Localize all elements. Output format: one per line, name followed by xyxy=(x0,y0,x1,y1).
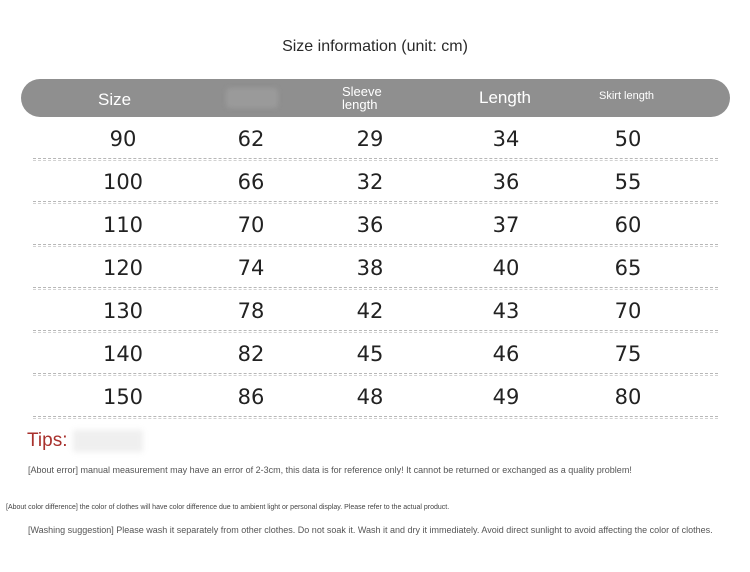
row-divider xyxy=(33,244,718,245)
header-skirt-length: Skirt length xyxy=(599,90,655,102)
cell-length: 37 xyxy=(492,213,520,237)
cell-skirt: 70 xyxy=(614,299,642,323)
tips-blurred-area xyxy=(73,430,143,452)
cell-length: 43 xyxy=(492,299,520,323)
header-size: Size xyxy=(98,90,132,109)
row-divider xyxy=(33,158,718,159)
header-sleeve-length: Sleeve length xyxy=(342,84,382,112)
cell-sleeve: 42 xyxy=(356,299,384,323)
cell-skirt: 50 xyxy=(614,127,642,151)
cell-size: 140 xyxy=(102,342,144,366)
cell-col2: 78 xyxy=(237,299,265,323)
cell-size: 100 xyxy=(102,170,144,194)
table-row xyxy=(0,375,750,418)
cell-col2: 82 xyxy=(237,342,265,366)
cell-sleeve: 32 xyxy=(356,170,384,194)
row-divider xyxy=(33,201,718,202)
cell-size: 150 xyxy=(102,385,144,409)
cell-size: 90 xyxy=(109,127,137,151)
cell-size: 120 xyxy=(102,256,144,280)
cell-length: 34 xyxy=(492,127,520,151)
cell-skirt: 55 xyxy=(614,170,642,194)
table-row xyxy=(0,332,750,375)
cell-sleeve: 38 xyxy=(356,256,384,280)
page-title: Size information (unit: cm) xyxy=(282,38,468,55)
row-divider xyxy=(33,287,718,288)
cell-skirt: 75 xyxy=(614,342,642,366)
cell-col2: 66 xyxy=(237,170,265,194)
header-blurred-label xyxy=(226,88,278,108)
cell-sleeve: 45 xyxy=(356,342,384,366)
cell-length: 49 xyxy=(492,385,520,409)
cell-size: 110 xyxy=(102,213,144,237)
cell-skirt: 65 xyxy=(614,256,642,280)
cell-sleeve: 48 xyxy=(356,385,384,409)
washing-note: [Washing suggestion] Please wash it separately from other clothes. Do not soak it. Wash it and dry it immediately. Avoid direct sunlight to avoid affecting the color of clothes. xyxy=(28,525,713,535)
table-row xyxy=(0,246,750,289)
cell-col2: 74 xyxy=(237,256,265,280)
cell-length: 36 xyxy=(492,170,520,194)
cell-col2: 62 xyxy=(237,127,265,151)
cell-skirt: 60 xyxy=(614,213,642,237)
row-divider xyxy=(33,330,718,331)
table-row xyxy=(0,203,750,246)
cell-skirt: 80 xyxy=(614,385,642,409)
cell-col2: 70 xyxy=(237,213,265,237)
row-divider xyxy=(33,416,718,417)
tips-heading: Tips: xyxy=(27,430,68,451)
size-table-body xyxy=(0,117,750,418)
table-row xyxy=(0,117,750,160)
table-row xyxy=(0,160,750,203)
table-row xyxy=(0,289,750,332)
cell-col2: 86 xyxy=(237,385,265,409)
error-note: [About error] manual measurement may have an error of 2-3cm, this data is for reference only! It cannot be returned or exchanged as a quality problem! xyxy=(28,465,632,475)
cell-length: 40 xyxy=(492,256,520,280)
cell-sleeve: 29 xyxy=(356,127,384,151)
row-divider xyxy=(33,418,718,419)
row-divider xyxy=(33,373,718,374)
cell-size: 130 xyxy=(102,299,144,323)
cell-length: 46 xyxy=(492,342,520,366)
color-difference-note: [About color difference] the color of clothes will have color difference due to ambient light or personal display. Please refer to the actual product. xyxy=(6,504,450,511)
header-length: Length xyxy=(479,88,531,107)
cell-sleeve: 36 xyxy=(356,213,384,237)
